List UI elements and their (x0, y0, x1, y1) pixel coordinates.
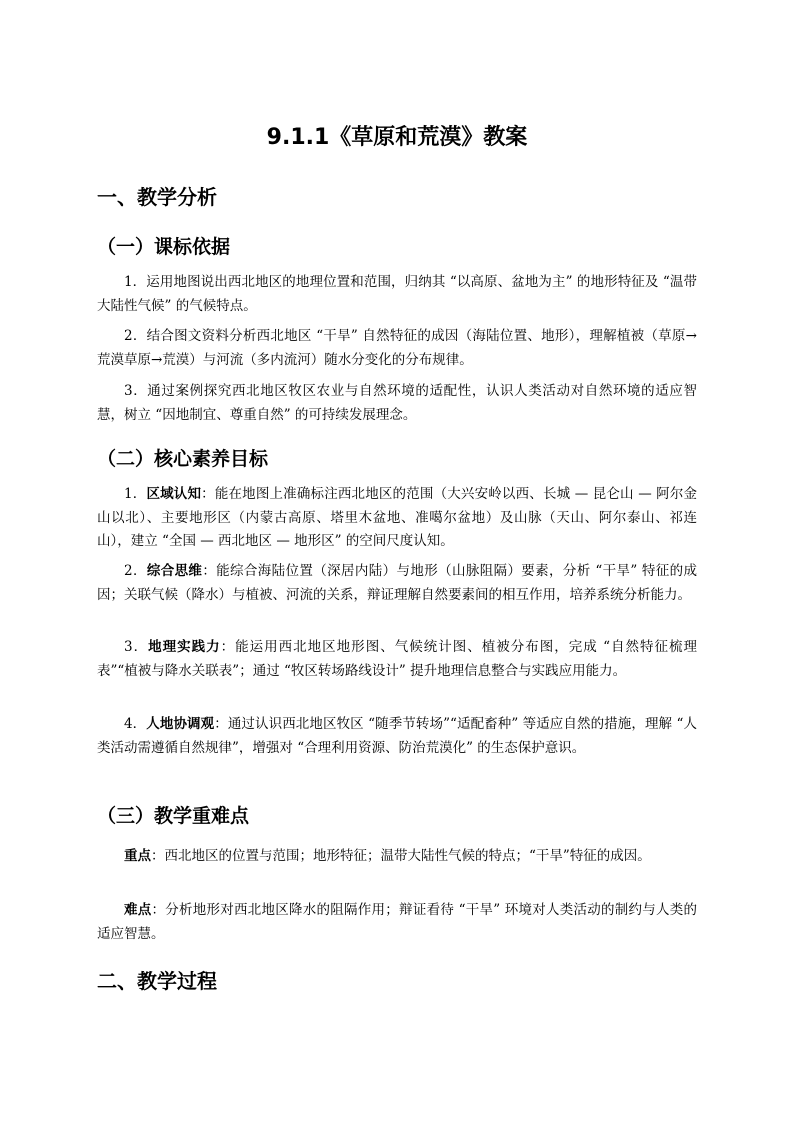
literacy-item-text: ：能运用西北地区地形图、气候统计图、植被分布图，完成 “自然特征梳理表”“植被与降水关联表”；通过 “牧区转场路线设计” 提升地理信息整合与实践应用能力。 (97, 639, 698, 679)
literacy-item-thinking (97, 560, 697, 607)
literacy-item-number: 4． (124, 716, 147, 732)
literacy-item-text: ：能在地图上准确标注西北地区的范围（大兴安岭以西、长城 — 昆仑山 — 阿尔金山以北）、主要地形区（内蒙古高原、塔里木盆地、准噶尔盆地）及山脉（天山、阿尔泰山、祁连山），建立 “全国 — 西北地区 — 地形区” 的空间尺度认知。 (97, 486, 698, 549)
literacy-item-region (97, 483, 697, 554)
key-point-item (97, 845, 697, 869)
section-heading-teaching-analysis: 一、教学分析 (97, 185, 217, 209)
literacy-item-text: ：通过认识西北地区牧区 “随季节转场”“适配畜种” 等适应自然的措施，理解 “人类活动需遵循自然规律”，增强对 “合理利用资源、防治荒漠化” 的生态保护意识。 (97, 716, 698, 756)
literacy-item-keyword: 综合思维 (146, 563, 203, 579)
subsection-heading-key-difficult-points: （三）教学重难点 (97, 805, 250, 827)
literacy-item-text: ：能综合海陆位置（深居内陆）与地形（山脉阻隔）要素，分析 “干旱” 特征的成因；关联气候（降水）与植被、河流的关系，辩证理解自然要素间的相互作用，培养系统分析能力。 (97, 563, 697, 603)
literacy-item-keyword: 区域认知 (146, 486, 202, 502)
curriculum-item-1: 1．运用地图说出西北地区的地理位置和范围，归纳其 “以高原、盆地为主” 的地形特征及 “温带大陆性气候” 的气候特点。 (97, 274, 697, 314)
difficult-point-label: 难点 (124, 902, 152, 918)
difficult-point-item (97, 899, 697, 946)
subsection-heading-core-literacy: （二）核心素养目标 (97, 448, 269, 470)
difficult-point-text: ：分析地形对西北地区降水的阻隔作用；辩证看待 “干旱” 环境对人类活动的制约与人类的适应智慧。 (97, 902, 698, 942)
key-point-text: ：西北地区的位置与范围；地形特征；温带大陆性气候的特点；“干旱”特征的成因。 (151, 848, 651, 864)
key-point-label: 重点 (124, 848, 151, 864)
literacy-item-harmony (97, 713, 697, 760)
curriculum-item-3: 3．通过案例探究西北地区牧区农业与自然环境的适配性，认识人类活动对自然环境的适应智慧，树立 “因地制宜、尊重自然” 的可持续发展理念。 (97, 383, 697, 423)
literacy-item-keyword: 人地协调观 (146, 716, 215, 732)
subsection-heading-curriculum-basis: （一）课标依据 (97, 236, 231, 258)
literacy-item-practice (97, 636, 697, 683)
section-heading-teaching-process: 二、教学过程 (97, 969, 217, 993)
literacy-item-number: 2． (124, 563, 147, 579)
literacy-item-number: 1． (124, 486, 147, 502)
literacy-item-keyword: 地理实践力 (148, 639, 221, 655)
curriculum-item-2: 2．结合图文资料分析西北地区 “干旱” 自然特征的成因（海陆位置、地形），理解植被（草原→荒漠草原→荒漠）与河流（多内流河）随水分变化的分布规律。 (97, 328, 697, 368)
literacy-item-number: 3． (124, 639, 149, 655)
document-title: 9.1.1《草原和荒漠》教案 (266, 125, 528, 150)
